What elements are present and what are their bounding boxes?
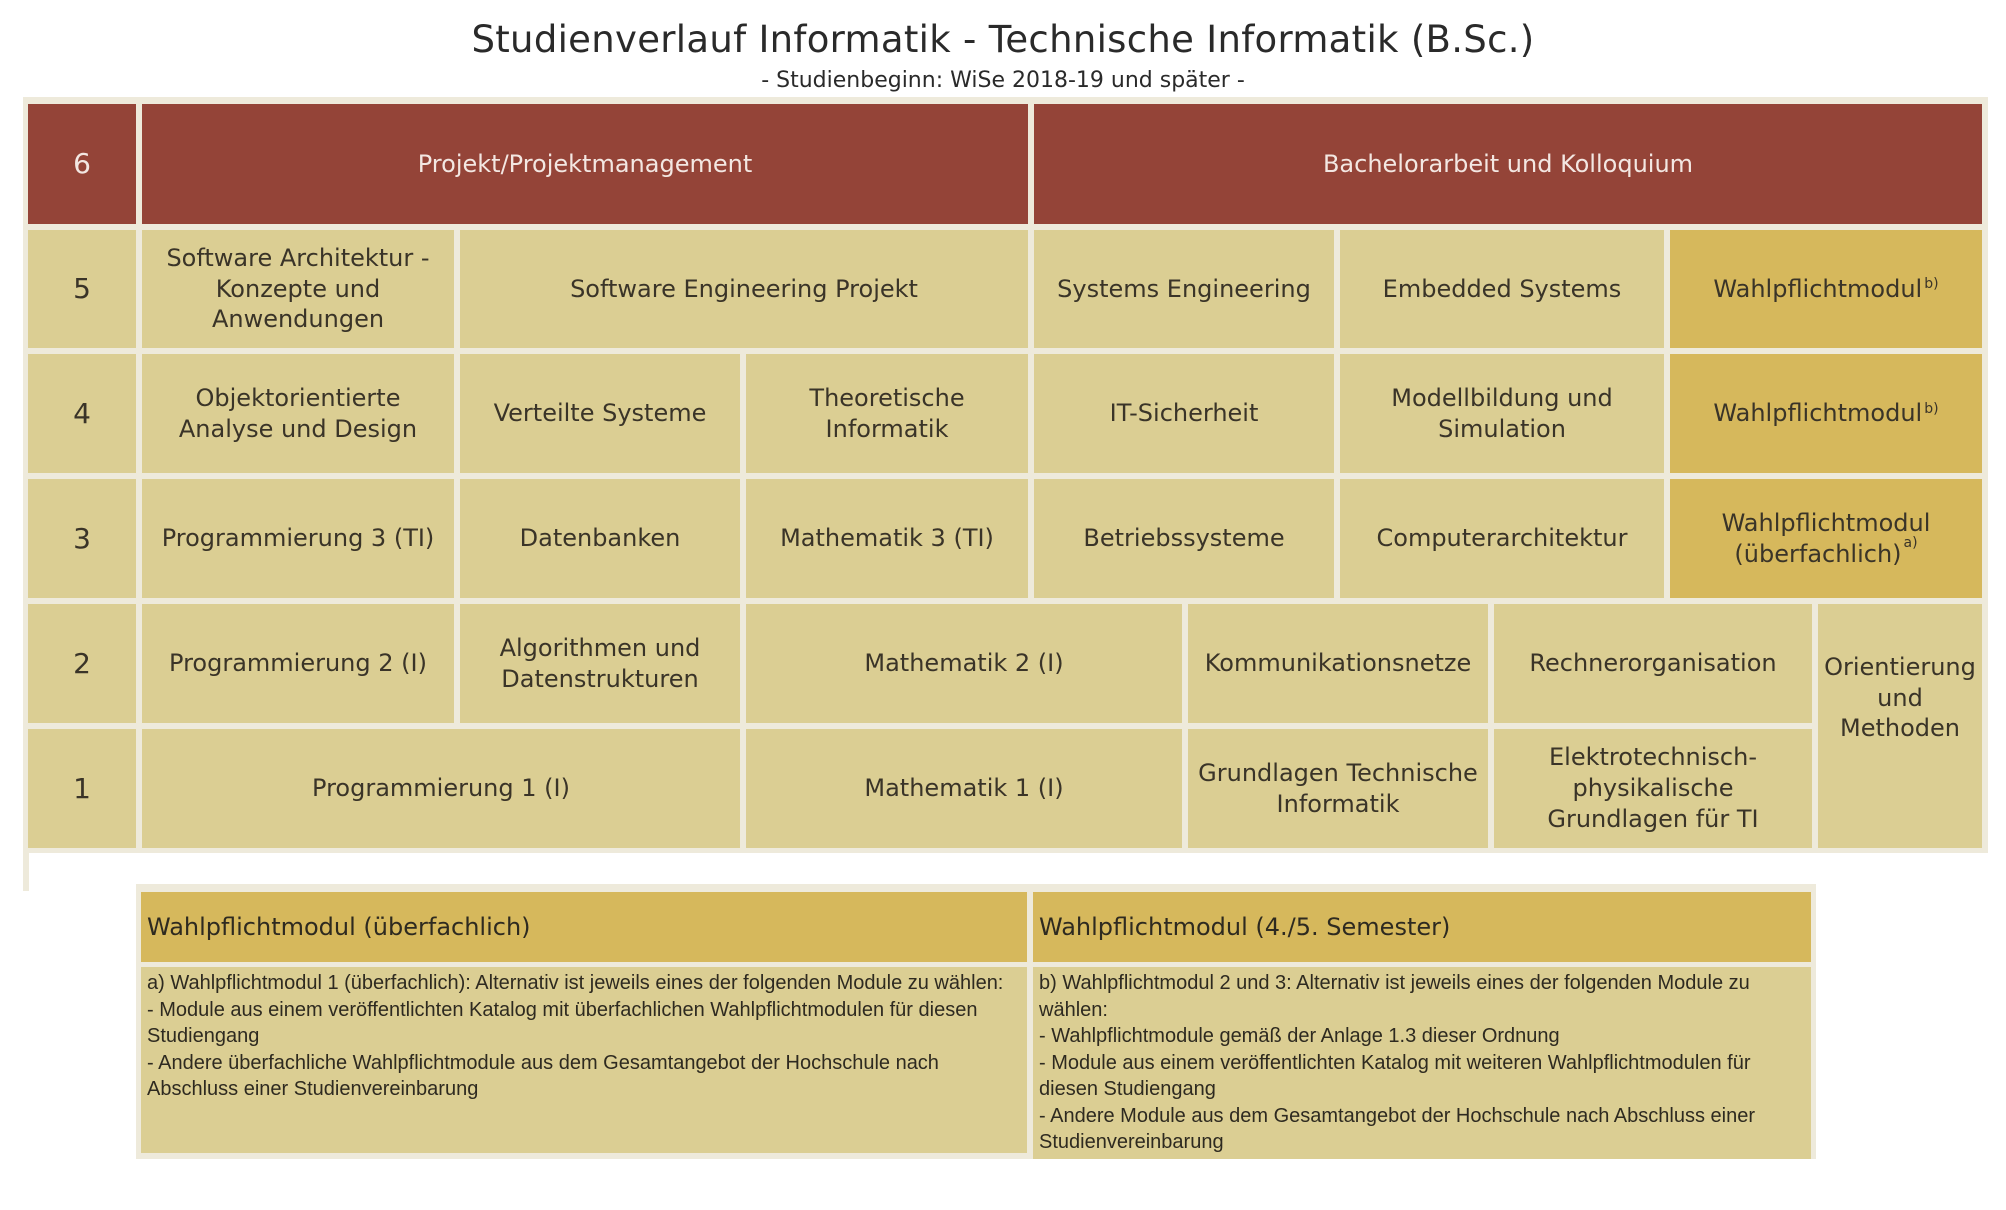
semester-label-4: 4 [28,354,136,473]
module-wahlpflicht-sem4-label: Wahlpflichtmodul [1713,399,1923,428]
module-programmierung-3: Programmierung 3 (TI) [142,479,454,598]
legend-b-line: - Module aus einem veröffentlichten Katalog mit weiteren Wahlpflichtmodulen für diesen Studiengang [1039,1051,1751,1100]
module-verteilte-systeme: Verteilte Systeme [460,354,740,473]
module-mathematik-1: Mathematik 1 (I) [746,729,1182,848]
module-ooad: Objektorientierte Analyse und Design [142,354,454,473]
legend-a-line: a) Wahlpflichtmodul 1 (überfachlich): Alternativ ist jeweils eines der folgenden Module zu wählen: [147,972,1004,994]
module-wahlpflicht-sem3-line2: (überfachlich) [1734,539,1902,568]
module-kommunikationsnetze: Kommunikationsnetze [1188,604,1488,723]
module-rechnerorganisation: Rechnerorganisation [1494,604,1812,723]
module-mathematik-3: Mathematik 3 (TI) [746,479,1028,598]
module-programmierung-2: Programmierung 2 (I) [142,604,454,723]
module-datenbanken: Datenbanken [460,479,740,598]
module-grundlagen-technische-informatik: Grundlagen Technische Informatik [1188,729,1488,848]
module-programmierung-1: Programmierung 1 (I) [142,729,740,848]
module-wahlpflicht-sem5 [1670,230,1982,348]
module-wahlpflicht-sem3-line2-wrap [1734,534,1918,570]
legend-b-line: b) Wahlpflichtmodul 2 und 3: Alternativ ist jeweils eines der folgenden Module zu wählen: [1039,972,1750,1021]
module-software-architektur: Software Architektur - Konzepte und Anwendungen [142,230,454,348]
grid-frame-strip [23,853,29,891]
footnote-marker-b: b) [1924,400,1939,417]
module-systems-engineering: Systems Engineering [1034,230,1334,348]
semester-label-1: 1 [28,729,136,848]
module-modellbildung-simulation: Modellbildung und Simulation [1340,354,1664,473]
legend-b-line: - Andere Module aus dem Gesamtangebot der Hochschule nach Abschluss einer Studienvereinbarung [1039,1104,1755,1153]
legend-b-line: - Wahlpflichtmodule gemäß der Anlage 1.3 dieser Ordnung [1039,1025,1560,1047]
page-title: Studienverlauf Informatik - Technische Informatik (B.Sc.) [471,18,1535,61]
legend-b-body [1033,967,1811,1159]
legend-a-title: Wahlpflichtmodul (überfachlich) [141,892,1027,962]
semester-label-3: 3 [28,479,136,598]
module-bachelorarbeit: Bachelorarbeit und Kolloquium [1034,104,1982,224]
semester-label-2: 2 [28,604,136,723]
module-orientierung-methoden: Orientierung und Methoden [1818,604,1982,848]
module-wahlpflicht-ueberfachlich [1670,479,1982,598]
footnote-marker-b: b) [1924,276,1939,293]
module-software-engineering-projekt: Software Engineering Projekt [460,230,1028,348]
module-embedded-systems: Embedded Systems [1340,230,1664,348]
semester-label-6: 6 [28,104,136,224]
module-projekt-projektmanagement: Projekt/Projektmanagement [142,104,1028,224]
module-elektrotechnisch-physikalische-grundlagen: Elektrotechnisch-physikalische Grundlagen für TI [1494,729,1812,848]
module-theoretische-informatik: Theoretische Informatik [746,354,1028,473]
legend-a-line: - Andere überfachliche Wahlpflichtmodule aus dem Gesamtangebot der Hochschule nach Abschluss einer Studienvereinbarung [147,1051,939,1100]
module-wahlpflicht-sem5-label: Wahlpflichtmodul [1713,274,1923,303]
legend-a-line: - Module aus einem veröffentlichten Katalog mit überfachlichen Wahlpflichtmodulen für diesen Studiengang [147,998,978,1047]
module-wahlpflicht-sem4 [1670,354,1982,473]
module-mathematik-2: Mathematik 2 (I) [746,604,1182,723]
module-computerarchitektur: Computerarchitektur [1340,479,1664,598]
module-wahlpflicht-sem3-line1: Wahlpflichtmodul [1721,508,1931,537]
module-algorithmen-datenstrukturen: Algorithmen und Datenstrukturen [460,604,740,723]
module-it-sicherheit: IT-Sicherheit [1034,354,1334,473]
footnote-marker-a: a) [1903,534,1918,551]
module-betriebssysteme: Betriebssysteme [1034,479,1334,598]
legend-b-title: Wahlpflichtmodul (4./5. Semester) [1033,892,1811,962]
legend-a-body [141,967,1027,1153]
page-subtitle: - Studienbeginn: WiSe 2018-19 und später - [761,68,1245,93]
semester-label-5: 5 [28,230,136,348]
